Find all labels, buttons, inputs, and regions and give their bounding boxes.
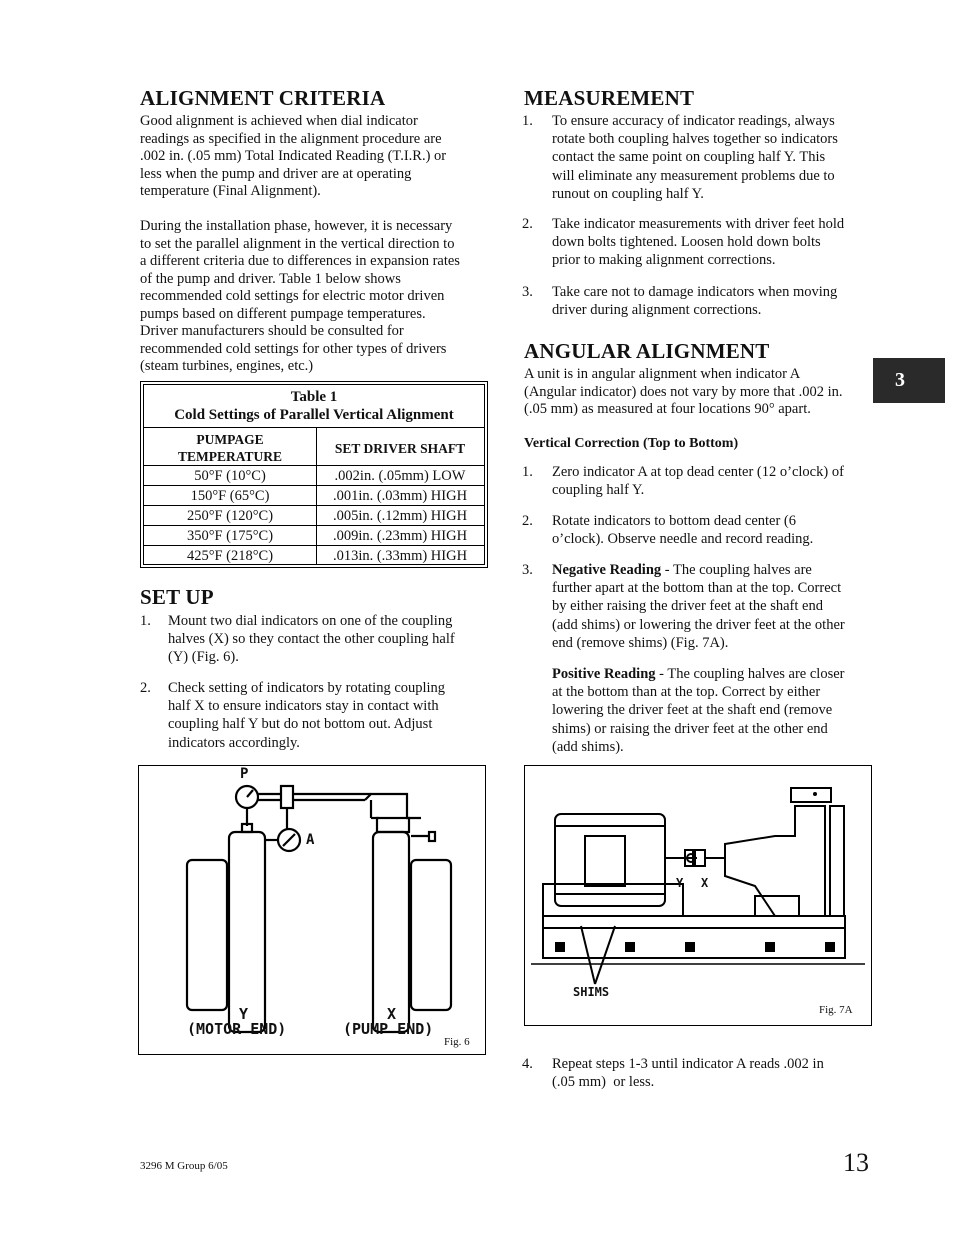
text-fragment: - The coupling halves are closer: [655, 666, 845, 683]
text-line: (add shims).: [552, 738, 624, 755]
fig6-label-y: Y: [239, 1005, 249, 1023]
fig6-label-p: P: [240, 766, 249, 782]
list-number: 3.: [522, 284, 533, 300]
list-text: [552, 112, 838, 203]
text-line: Mount two dial indicators on one of the coupling: [168, 613, 453, 629]
section-tab: [873, 358, 945, 403]
table-title: [144, 388, 484, 424]
cold-settings-table: [140, 381, 488, 568]
text-line: driver during alignment corrections.: [552, 302, 762, 319]
alignment-criteria-heading: ALIGNMENT CRITERIA: [140, 86, 386, 110]
list-number: 3.: [522, 562, 533, 578]
list-number: 2.: [522, 513, 533, 529]
text-line: A unit is in angular alignment when indicator A: [524, 366, 801, 382]
text-line: o’clock). Observe needle and record reading.: [552, 531, 814, 548]
page-number: 13: [843, 1148, 869, 1177]
table-row-temp: 50°F (10°C): [194, 468, 266, 484]
text-line: (Y) (Fig. 6).: [168, 649, 239, 666]
negative-reading-label: Negative Reading: [552, 562, 662, 578]
list-number: 2.: [140, 680, 151, 696]
text-line: Take indicator measurements with driver feet hold: [552, 216, 845, 232]
table-row-setting: .001in. (.03mm) HIGH: [332, 488, 468, 504]
alignment-paragraph-1: [140, 113, 500, 201]
text-line: of the pump and driver. Table 1 below shows: [140, 270, 401, 287]
text-line: To ensure accuracy of indicator readings, always: [552, 113, 835, 129]
text-line: .002 in. (.05 mm) Total Indicated Reading (T.I.R.) or: [140, 148, 447, 164]
text-line: (Angular indicator) does not vary by more that .002 in.: [524, 383, 843, 400]
list-text: [552, 463, 844, 499]
text-line: by either raising the driver feet at the shaft end: [552, 598, 823, 615]
measurement-heading: MEASUREMENT: [524, 86, 695, 110]
vertical-correction-subheading: Vertical Correction (Top to Bottom): [524, 436, 739, 451]
text-line: recommended cold settings for electric motor driven: [140, 288, 445, 304]
table-title-line-2: Cold Settings of Parallel Vertical Alignment: [174, 407, 454, 423]
text-line: contact the same point on coupling half Y. This: [552, 149, 826, 166]
list-number: 1.: [522, 113, 533, 129]
setup-heading: SET UP: [140, 585, 214, 609]
col1-header-line-1: PUMPAGE: [196, 432, 264, 447]
list-number: 1.: [522, 464, 533, 480]
positive-reading-label: Positive Reading: [552, 666, 656, 683]
fig7a-label-x: X: [701, 876, 709, 890]
list-text: [552, 512, 813, 548]
text-line: readings as specified in the alignment procedure are: [140, 130, 442, 147]
fig6-label-a: A: [306, 832, 315, 848]
list-number: 1.: [140, 613, 151, 629]
text-line: lowering the driver feet at the shaft end (remove: [552, 702, 833, 719]
table-row-setting: .009in. (.23mm) HIGH: [332, 528, 468, 544]
text-line: [552, 665, 845, 683]
text-line: coupling half Y but do not bottom out. Adjust: [168, 716, 433, 733]
text-line: (.05 mm) as measured at four locations 90° apart.: [524, 401, 811, 417]
fig7a-label-y: Y: [676, 876, 684, 890]
text-line: recommended cold settings for other types of drivers: [140, 340, 447, 357]
table-col1-header: [144, 431, 316, 465]
table-row-setting: .002in. (.05mm) LOW: [334, 468, 466, 484]
text-line: runout on coupling half Y.: [552, 185, 704, 202]
text-line: [552, 561, 845, 579]
angular-paragraph: [524, 366, 874, 419]
footer-doc-id: 3296 M Group 6/05: [140, 1160, 228, 1172]
list-number: 2.: [522, 216, 533, 232]
text-line: temperature (Final Alignment).: [140, 183, 321, 199]
table-inner-border: [143, 384, 485, 565]
list-text: [552, 1055, 824, 1091]
list-text: [552, 215, 844, 270]
section-tab-number: 3: [895, 369, 905, 391]
list-text: [168, 679, 445, 752]
text-line: to set the parallel alignment in the vertical direction to: [140, 235, 455, 252]
list-text: [552, 561, 845, 756]
text-line: shims) or raising the driver feet at the other end: [552, 720, 828, 737]
text-line: half X to ensure indicators stay in contact with: [168, 698, 439, 715]
text-line: less when the pump and driver are at operating: [140, 165, 412, 182]
text-line: at the bottom than at the top. Correct by either: [552, 684, 821, 701]
text-line: a different criteria due to differences in expansion rates: [140, 253, 460, 269]
table-divider: [144, 427, 484, 428]
text-line: Repeat steps 1-3 until indicator A reads .002 in: [552, 1056, 824, 1072]
fig7a-label-shims: SHIMS: [573, 985, 610, 999]
table-title-line-1: Table 1: [290, 389, 338, 405]
text-line: down bolts tightened. Loosen hold down bolts: [552, 234, 821, 251]
table-row-temp: 250°F (120°C): [186, 508, 274, 524]
text-line: Rotate indicators to bottom dead center (6: [552, 513, 797, 529]
table-row-temp: 350°F (175°C): [186, 528, 274, 544]
text-line: Zero indicator A at top dead center (12 o’clock) of: [552, 464, 844, 480]
text-line: halves (X) so they contact the other coupling half: [168, 631, 455, 648]
text-line: Driver manufacturers should be consulted for: [140, 323, 404, 339]
fig7a-caption: Fig. 7A: [819, 1004, 853, 1016]
text-line: (steam turbines, engines, etc.): [140, 358, 314, 374]
table-row-setting: .005in. (.12mm) HIGH: [332, 508, 468, 524]
text-line: prior to making alignment corrections.: [552, 252, 776, 269]
text-line: (.05 mm) or less.: [552, 1074, 655, 1091]
alignment-paragraph-2: [140, 218, 500, 376]
text-line: Good alignment is achieved when dial indicator: [140, 113, 418, 129]
text-line: Check setting of indicators by rotating coupling: [168, 680, 446, 696]
list-text: [552, 283, 837, 319]
fig6-label-motor-end: (MOTOR END): [187, 1020, 287, 1038]
text-line: further apart at the bottom than at the top. Correct: [552, 580, 842, 597]
list-text: [168, 612, 455, 667]
text-line: During the installation phase, however, it is necessary: [140, 218, 453, 234]
spacer: [552, 652, 845, 665]
table-row-temp: 150°F (65°C): [190, 488, 270, 504]
figure-6-dial-indicators: [138, 765, 486, 1055]
text-line: will eliminate any measurement problems due to: [552, 167, 835, 184]
angular-alignment-heading: ANGULAR ALIGNMENT: [524, 339, 770, 363]
fig6-label-pump-end: (PUMP END): [343, 1020, 434, 1038]
text-line: (add shims) or lowering the driver feet at the other: [552, 616, 845, 633]
text-line: coupling half Y.: [552, 482, 645, 499]
text-fragment: - The coupling halves are: [661, 562, 812, 578]
text-line: pumps based on different pumpage temperatures.: [140, 305, 426, 322]
text-line: indicators accordingly.: [168, 734, 300, 751]
list-number: 4.: [522, 1056, 533, 1072]
fig6-caption: Fig. 6: [444, 1036, 470, 1048]
text-line: end (remove shims) (Fig. 7A).: [552, 634, 729, 651]
fig6-label-x: X: [387, 1005, 397, 1023]
table-row-setting: .013in. (.33mm) HIGH: [332, 548, 468, 564]
table-col2-header: SET DRIVER SHAFT: [334, 441, 466, 456]
text-line: rotate both coupling halves together so indicators: [552, 131, 838, 148]
figure-7a-pump-unit: [524, 765, 872, 1026]
col1-header-line-2: TEMPERATURE: [177, 449, 282, 464]
text-line: Take care not to damage indicators when moving: [552, 284, 838, 300]
table-row-temp: 425°F (218°C): [186, 548, 274, 564]
figure-6-drawing: [139, 766, 485, 1054]
